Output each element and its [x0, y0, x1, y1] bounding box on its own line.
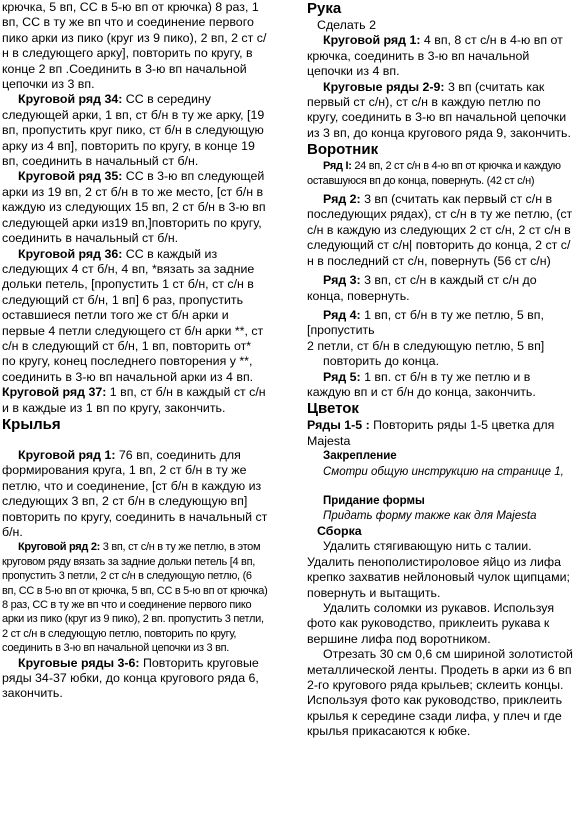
fix-heading: Закрепление	[323, 450, 397, 463]
collar-row-2-paragraph	[307, 192, 575, 269]
round-37-paragraph	[2, 385, 268, 416]
wings-heading: Крылья	[2, 415, 61, 433]
paragraph-round-33-end: крючка, 5 вп, СС в 5-ю вп от крючка) 8 раз, 1 вп, СС в ту же вп что и соединение первого пико арки из пико (круг из 9 пико), 2 вп, 2 ст с/н в следующего арку], повторить по кругу, в конце 2 вп .Соединить в 3-ю вп начальной цепочки из 3 вп.	[2, 0, 267, 92]
assembly-step-2: Удалить соломки из рукавов. Используя фото как руководство, приклеить рукава к вершине лифа под воротником.	[307, 601, 555, 646]
left-column	[2, 0, 268, 702]
arm-rounds-2-9-text: 3 вп (считать как первый ст с/н), ст с/н в каждую петлю по кругу, соединить в 3-ю вп начальной цепочки из 3 вп, до конца кругового ряда 9, закончить.	[307, 79, 571, 140]
flower-rows-paragraph	[307, 418, 575, 449]
collar-row-4-paragraph	[307, 308, 575, 339]
wings-rounds-3-6-label: Круговые ряды 3-6:	[18, 655, 140, 670]
collar-row-4-end: повторить до конца.	[323, 354, 440, 369]
round-34-label: Круговой ряд 34:	[18, 92, 123, 107]
flower-heading: Цветок	[307, 400, 359, 418]
collar-row-3-label: Ряд 3:	[323, 273, 361, 288]
arm-rounds-2-9-paragraph	[307, 80, 575, 142]
assembly-step-3: Отрезать 30 см 0,6 см шириной золотистой металлической ленты. Продеть в арки из 6 вп 2-го кругового ряда крыльев; склеить концы. Используя фото как руководство, приклеить крылья к середине сзади лифа, у плеч и где крылья прикасаются к юбке.	[307, 647, 573, 739]
assembly-heading: Сборка	[317, 523, 362, 538]
wings-round-1-paragraph	[2, 448, 268, 540]
arm-rounds-2-9-label: Круговые ряды 2-9:	[323, 79, 445, 94]
arm-round-1-text: 4 вп, 8 ст с/н в 4-ю вп от крючка, соединить в 3-ю вп начальной цепочки из 4 вп.	[307, 33, 563, 79]
collar-row-4-label: Ряд 4:	[323, 307, 361, 322]
round-35-label: Круговой ряд 35:	[18, 169, 123, 184]
collar-row-4-text: 1 вп, ст б/н в ту же петлю, 5 вп, [пропустить	[307, 307, 544, 338]
right-column	[307, 0, 575, 740]
collar-row-3-text: 3 вп, ст с/н в каждый ст с/н до конца, повернуть.	[307, 273, 537, 303]
flower-rows-label: Ряды 1-5 :	[307, 418, 370, 433]
round-37-label: Круговой ряд 37:	[2, 385, 107, 400]
round-36-text: СС в каждый из следующих 4 ст б/н, 4 вп, *вязать за задние дольки петель, [пропустить 1 ст б/н, ст с/н в следующий ст б/н, 1 вп] 6 раз, пропустить оставшиеся петли того же ст б/н арки и первые 4 петли следующего ст б/н арки **, ст с/н в следующий ст б/н, 1 вп, повторить от* по кругу, конец последнего повторения у **, соединить в 3-ю вп начальной арки из 4 вп.	[2, 246, 264, 384]
collar-row-1-paragraph	[307, 159, 575, 188]
arm-make-count: Сделать 2	[317, 18, 376, 32]
wings-rounds-3-6-paragraph	[2, 656, 268, 702]
round-34-paragraph	[2, 92, 268, 169]
fix-text: Смотри общую инструкцию на странице 1,	[323, 465, 564, 478]
collar-row-5-paragraph	[307, 370, 575, 401]
collar-row-5-text: 1 вп. ст б/н в ту же петлю и в каждую вп и ст б/н до конца, закончить.	[307, 369, 536, 399]
wings-round-1-text: 76 вп, соединить для формирования круга, 1 вп, 2 ст б/н в ту же петлю, что и соединение, [ст б/н в каждую из следующих 3 вп, 2 ст б/н в следующую вп] повторить по кругу, соединить в начальный ст б/н.	[2, 447, 268, 539]
arm-round-1-label: Круговой ряд 1:	[323, 33, 421, 48]
round-34-text: СС в середину следующей арки, 1 вп, ст б/н в ту же арку, [19 вп, пропустить круг пико, ст б/н в следующую арку из 4 вп], повторить по кругу, в конце 19 вп, соединить в начальный ст б/н.	[2, 92, 265, 169]
round-37-text: 1 вп, ст б/н в каждый ст с/н и в каждые из 1 вп по кругу, закончить.	[2, 385, 266, 415]
wings-round-2-label: Круговой ряд 2:	[18, 541, 101, 554]
arm-heading: Рука	[307, 0, 342, 17]
collar-row-4-continued: 2 петли, ст б/н в следующую петлю, 5 вп]	[307, 338, 545, 353]
collar-row-5-label: Ряд 5:	[323, 369, 361, 384]
arm-round-1-paragraph	[307, 33, 575, 79]
round-36-paragraph	[2, 247, 268, 386]
wings-rounds-3-6-text: Повторить круговые ряды 34-37 юбки, до конца кругового ряда 6, закончить.	[2, 655, 259, 701]
flower-rows-text: Повторить ряды 1-5 цветка для Majesta	[307, 418, 555, 448]
round-36-label: Круговой ряд 36:	[18, 246, 123, 261]
collar-row-2-label: Ряд 2:	[323, 192, 361, 207]
assembly-step-1: Удалить стягивающую нить с талии. Удалить пенополистироловое яйцо из лифа крепко захватив нейлоновый чулок щипцами; повернуть и вытащить.	[307, 539, 570, 600]
shaping-text: Придать форму также как для Majesta	[323, 509, 537, 522]
wings-round-2-text: 3 вп, ст с/н в ту же петлю, в этом круговом ряду вязать за задние дольки петель [4 вп, пропустить 3 петли, 2 ст с/н в следующую петлю, (6 вп, СС в 5-ю вп от крючка, 5 вп, СС в 5-ю вп от крючка) 8 раз, СС в ту же вп что и соединение первого пико арки из пико (круг из 9 пико), 2 вп. пропустить 3 петли, 2 ст с/н в следующую петлю, повторить по кругу, соединить в 3-ю вп начальной цепочки из 3 вп.	[2, 541, 268, 655]
round-35-text: СС в 3-ю вп следующей арки из 19 вп, 2 ст б/н в то же место, [ст б/н в каждую из следующих 15 вп, 2 ст б/н в 3-ю вп следующей арки из19 вп,]повторить по кругу, соединить в начальный ст б/н.	[2, 169, 266, 246]
collar-heading: Воротник	[307, 141, 379, 159]
wings-round-2-paragraph	[2, 540, 268, 655]
shaping-heading: Придание формы	[323, 494, 425, 507]
collar-row-1-text: 24 вп, 2 ст с/н в 4-ю вп от крючка и каждую оставшуюся вп до конца, повернуть. (42 ст с/н)	[307, 160, 561, 187]
collar-row-2-text: 3 вп (считать как первый ст с/н в последующих рядах), ст с/н в ту же петлю, (ст с/н в каждую из следующих 2 ст с/н, 2 ст с/н в следующий ст с/н| повторить до конца, 2 ст с/н в последний ст с/н, повернуть (56 ст с/н)	[307, 192, 573, 268]
wings-round-1-label: Круговой ряд 1:	[18, 447, 116, 462]
collar-row-3-paragraph	[307, 273, 575, 304]
round-35-paragraph	[2, 169, 268, 246]
collar-row-1-label: Ряд I:	[323, 160, 352, 173]
